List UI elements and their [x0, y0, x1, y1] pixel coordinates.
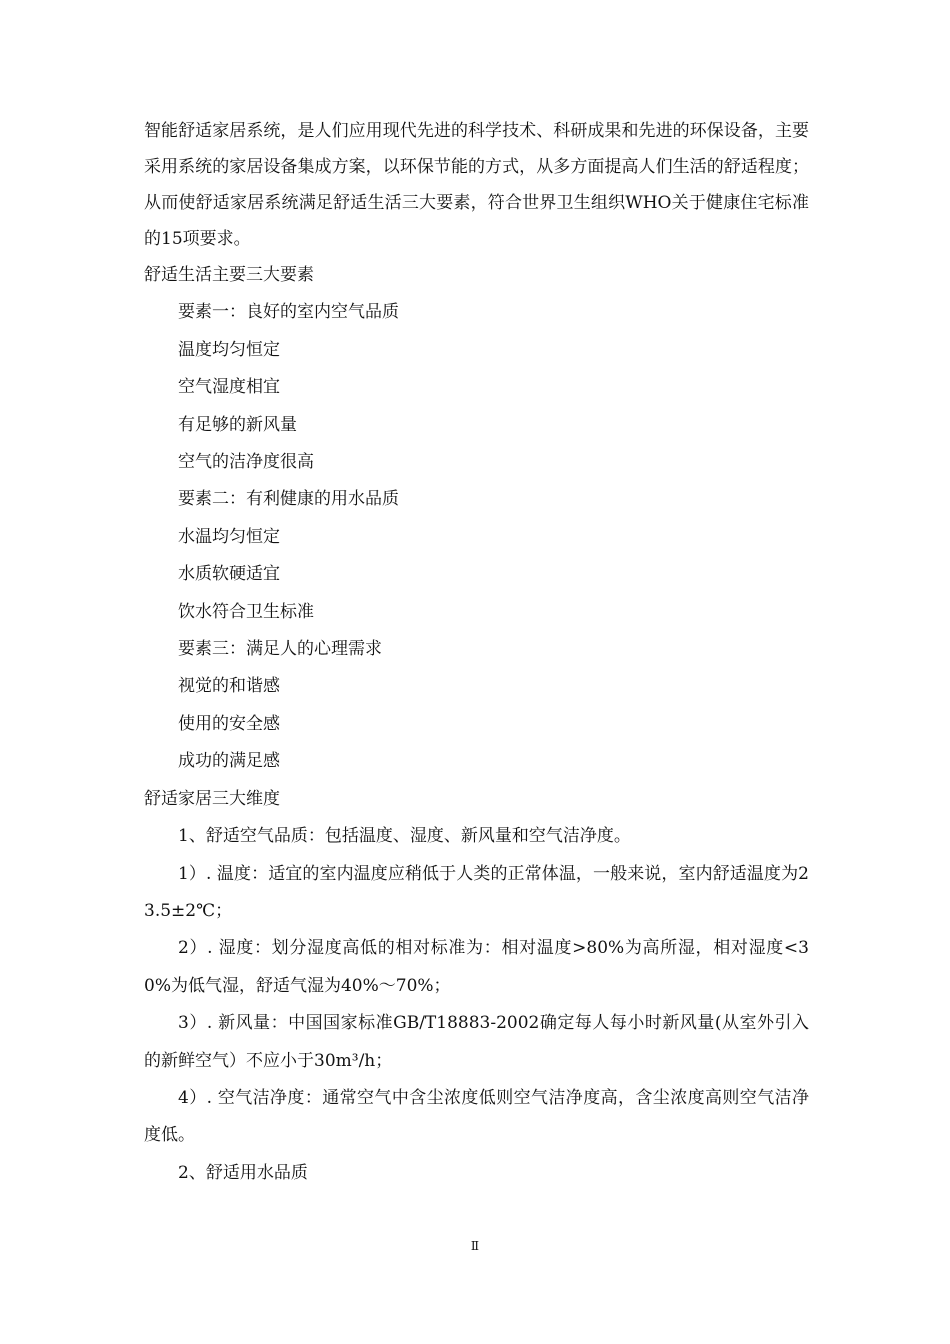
dimension-two-heading: 2、舒适用水品质	[178, 1162, 308, 1183]
element-two-item: 水质软硬适宜	[178, 564, 280, 585]
page-number: Ⅱ	[470, 1239, 480, 1253]
dimension-one-point-humidity: 2）. 湿度：划分湿度高低的相对标准为：相对温度>80%为高所湿，相对湿度<30%为低气湿，舒适气湿为40%～70%；	[144, 938, 809, 996]
element-one-item: 温度均匀恒定	[178, 339, 280, 360]
element-three-title: 要素三：满足人的心理需求	[178, 639, 382, 660]
element-two-item: 饮水符合卫生标准	[178, 601, 314, 622]
document-body	[144, 113, 809, 1192]
element-one-title: 要素一：良好的室内空气品质	[178, 302, 399, 323]
intro-paragraph: 智能舒适家居系统，是人们应用现代先进的科学技术、科研成果和先进的环保设备，主要采用系统的家居设备集成方案，以环保节能的方式，从多方面提高人们生活的舒适程度；从而使舒适家居系统满足舒适生活三大要素，符合世界卫生组织WHO关于健康住宅标准的15项要求。	[144, 121, 809, 249]
element-one-item: 空气的洁净度很高	[178, 452, 314, 473]
dimension-one-point-cleanliness: 4）. 空气洁净度：通常空气中含尘浓度低则空气洁净度高，含尘浓度高则空气洁净度低。	[144, 1087, 809, 1146]
dimension-one-point-temperature: 1）. 温度：适宜的室内温度应稍低于人类的正常体温，一般来说，室内舒适温度为23.5±2℃；	[144, 863, 809, 921]
element-two-title: 要素二：有利健康的用水品质	[178, 489, 399, 510]
element-three-item: 使用的安全感	[178, 713, 280, 734]
element-two-item: 水温均匀恒定	[178, 526, 280, 547]
section-title-comfort-elements: 舒适生活主要三大要素	[144, 265, 314, 285]
dimension-one-heading: 1、舒适空气品质：包括温度、湿度、新风量和空气洁净度。	[178, 826, 631, 847]
element-three-item: 成功的满足感	[178, 751, 280, 772]
dimension-one-point-fresh-air: 3）. 新风量：中国国家标准GB/T18883-2002确定每人每小时新风量(从室外引入的新鲜空气）不应小于30m³/h；	[144, 1013, 809, 1071]
element-three-item: 视觉的和谐感	[178, 676, 280, 697]
section-title-dimensions: 舒适家居三大维度	[144, 788, 280, 809]
element-one-item: 有足够的新风量	[178, 414, 297, 435]
element-one-item: 空气湿度相宜	[178, 377, 280, 398]
